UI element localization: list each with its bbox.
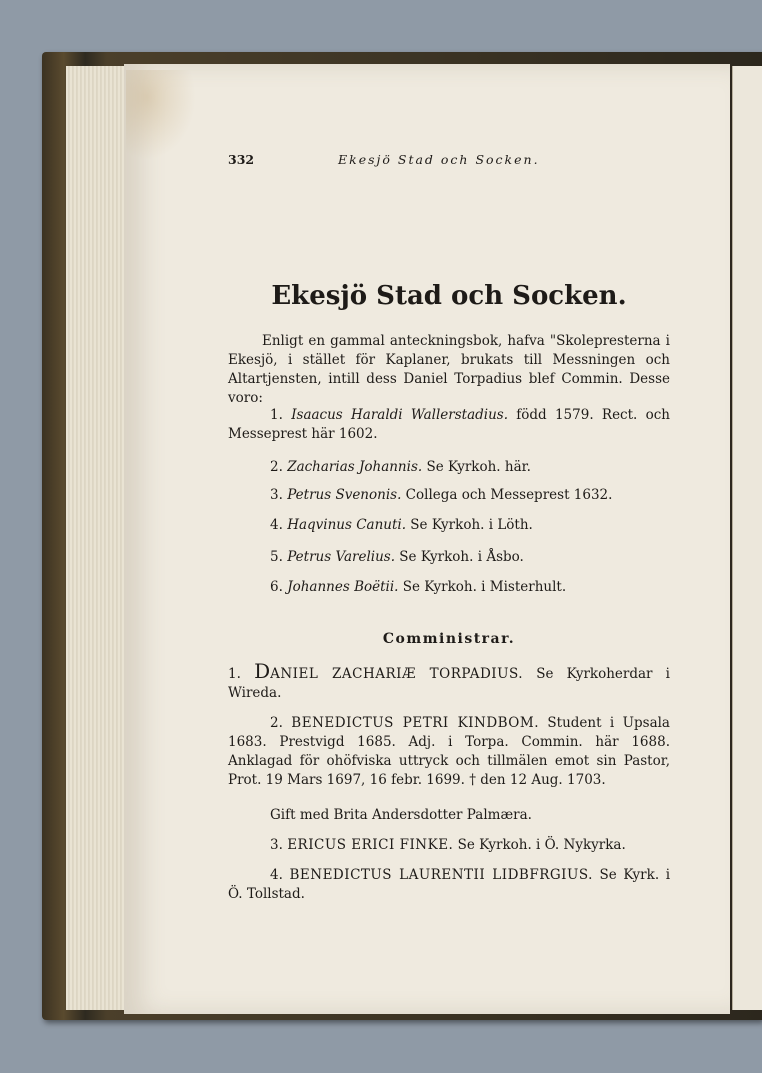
intro-paragraph: Enligt en gammal anteckningsbok, hafva "Skolepresterna i Ekesjö, i stället för Kaplaner, brukats till Messningen och Altartjensten, intill dess Daniel Torpadius blef Commin. Desse voro: xyxy=(228,333,670,406)
entry-name: ANIEL ZACHARIÆ TORPADIUS. xyxy=(270,666,524,682)
page-edges xyxy=(66,66,126,1010)
item-name: Petrus Svenonis. xyxy=(287,487,402,503)
item-number: 1. xyxy=(270,407,283,423)
list-item xyxy=(228,516,670,535)
comminister-entry xyxy=(228,659,670,703)
running-title: Ekesjö Stad och Socken. xyxy=(338,152,540,167)
item-text: Se Kyrkoh. i Åsbo. xyxy=(395,549,524,565)
entry-number: 4. xyxy=(270,867,283,883)
item-name: Isaacus Haraldi Wallerstadius. xyxy=(291,407,508,423)
comminister-entry xyxy=(228,714,670,790)
item-text: Se Kyrkoh. i Misterhult. xyxy=(398,579,567,595)
entry-number: 3. xyxy=(270,837,283,853)
entry-text: Se Kyrkoherdar i Wireda. xyxy=(228,666,670,701)
list-item xyxy=(228,458,670,477)
item-name: Petrus Varelius. xyxy=(287,549,395,565)
comminister-entry xyxy=(228,836,670,855)
page-number: 332 xyxy=(228,152,255,167)
item-number: 4. xyxy=(270,517,283,533)
section-heading: Comministrar. xyxy=(382,631,516,647)
paper-stain xyxy=(126,70,196,160)
entry-text: Student i Upsala 1683. Prestvigd 1685. Adj. i Torpa. Commin. här 1688. Anklagad för ohöfviska uttryck och tillmälen emot sin Pastor, Prot. 19 Mars 1697, 16 febr. 1699. † den 12 Aug. 1703. xyxy=(228,715,670,788)
item-name: Zacharias Johannis. xyxy=(287,459,423,475)
item-text: Se Kyrkoh. här. xyxy=(422,459,531,475)
item-text: Collega och Messeprest 1632. xyxy=(401,487,613,503)
list-item xyxy=(228,406,670,444)
item-number: 2. xyxy=(270,459,283,475)
entry-number: 1. xyxy=(228,666,241,682)
married-note: Gift med Brita Andersdotter Palmæra. xyxy=(270,807,532,823)
item-number: 6. xyxy=(270,579,283,595)
facing-page-edge xyxy=(732,66,762,1010)
item-text: född 1579. Rect. och Messeprest här 1602. xyxy=(228,407,670,442)
item-name: Johannes Boëtii. xyxy=(287,579,399,595)
list-item xyxy=(228,486,670,505)
item-name: Haqvinus Canuti. xyxy=(287,517,407,533)
page-header xyxy=(228,150,670,170)
item-text: Se Kyrkoh. i Löth. xyxy=(406,517,533,533)
entry-name: BENEDICTUS PETRI KINDBOM. xyxy=(291,715,539,731)
item-number: 3. xyxy=(270,487,283,503)
comminister-entry xyxy=(228,866,670,904)
entry-text: Se Kyrkoh. i Ö. Nykyrka. xyxy=(453,837,626,853)
entry-name: ERICUS ERICI FINKE. xyxy=(287,837,454,853)
list-item xyxy=(228,578,670,597)
entry-name: BENEDICTUS LAURENTII LIDBFRGIUS. xyxy=(289,867,593,883)
item-number: 5. xyxy=(270,549,283,565)
entry-text: Se Kyrk. i Ö. Tollstad. xyxy=(228,867,671,902)
chapter-title: Ekesjö Stad och Socken. xyxy=(271,281,627,311)
list-item xyxy=(228,548,670,567)
entry-number: 2. xyxy=(270,715,283,731)
drop-initial: D xyxy=(254,659,271,683)
